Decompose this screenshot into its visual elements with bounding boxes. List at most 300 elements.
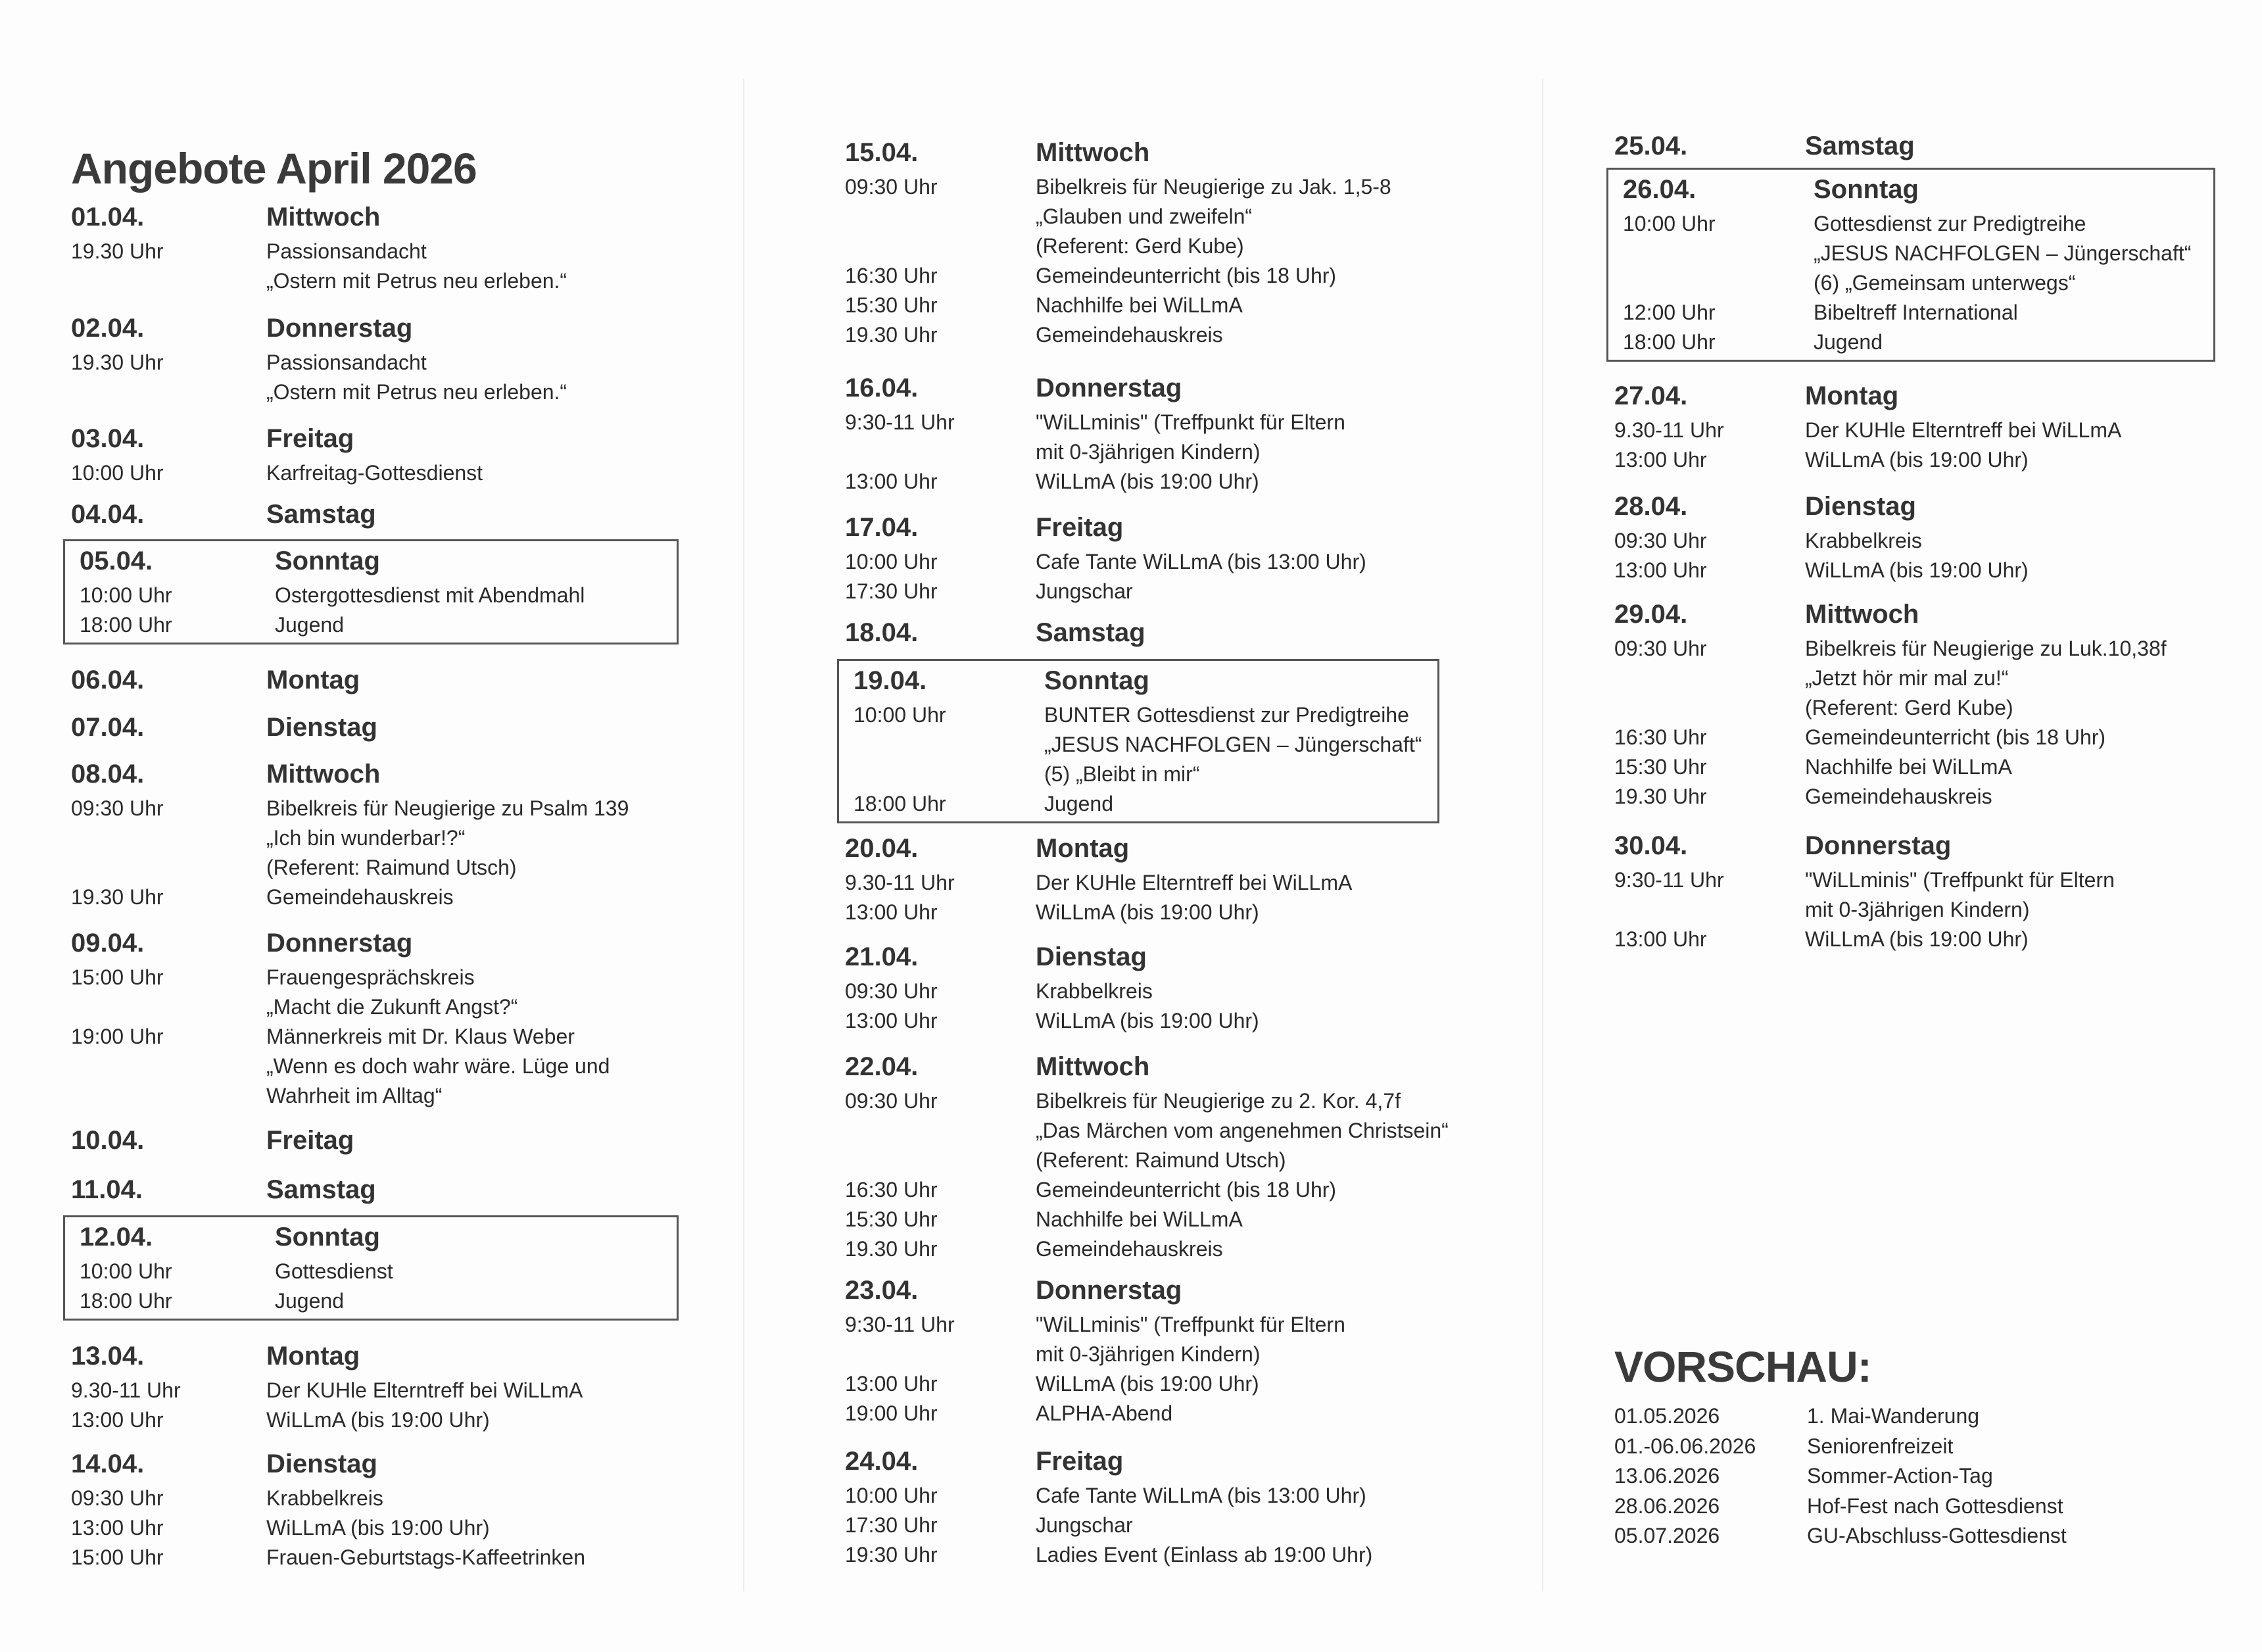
event-description: [1036, 1310, 1345, 1369]
event-time: 17:30 Uhr: [845, 1513, 938, 1537]
vorschau-date: 05.07.2026: [1614, 1524, 1720, 1547]
event-time: 9:30-11 Uhr: [1614, 868, 1724, 892]
event-row: [1614, 634, 2262, 723]
event-description: [1814, 328, 1883, 357]
event-line: (5) „Bleibt in mir“: [1044, 762, 1200, 786]
event-row: [1614, 723, 2262, 752]
event-line: WiLLmA (bis 19:00 Uhr): [266, 1516, 490, 1540]
event-description: [1036, 1205, 1243, 1234]
event-row: [845, 977, 1503, 1006]
event-line: Krabbelkreis: [1805, 529, 1922, 552]
day-date: 10.04.: [71, 1126, 145, 1155]
day-weekday: Montag: [266, 666, 360, 694]
event-row: [1608, 328, 2213, 357]
event-row: [71, 883, 729, 912]
day-date: 29.04.: [1614, 600, 1688, 629]
event-time: 18:00 Uhr: [80, 1289, 172, 1313]
event-row: [845, 1086, 1503, 1175]
day-header: [71, 424, 729, 458]
day-block: [845, 1276, 1503, 1428]
day-date: 19.04.: [854, 666, 927, 695]
event-line: Passionsandacht: [266, 239, 427, 263]
day-date: 03.04.: [71, 424, 145, 453]
day-weekday: Montag: [266, 1342, 360, 1371]
vorschau-date: 01.05.2026: [1614, 1404, 1720, 1428]
event-description: [1805, 556, 2029, 585]
event-time: 13:00 Uhr: [845, 900, 938, 924]
event-time: 19.30 Uhr: [71, 885, 164, 909]
event-time: 09:30 Uhr: [845, 175, 938, 199]
day-header: [1614, 381, 2262, 416]
event-description: [266, 794, 629, 883]
day-weekday: Freitag: [1036, 513, 1124, 542]
event-row: [845, 1399, 1503, 1428]
day-date: 07.04.: [71, 713, 145, 742]
event-line: Bibelkreis für Neugierige zu Luk.10,38f: [1805, 637, 2167, 660]
event-time: 09:30 Uhr: [845, 1089, 938, 1113]
event-row: [839, 789, 1437, 819]
day-weekday: Samstag: [1036, 618, 1145, 647]
day-weekday: Dienstag: [266, 1449, 377, 1478]
event-time: 15:30 Uhr: [845, 1207, 938, 1231]
day-header: [71, 500, 729, 534]
event-description: [1805, 782, 1992, 812]
day-block: [63, 539, 679, 644]
event-description: [266, 963, 517, 1022]
event-row: [845, 577, 1503, 606]
vorschau-label: 1. Mai-Wanderung: [1807, 1404, 1980, 1428]
event-line: Karfreitag-Gottesdienst: [266, 461, 483, 485]
day-weekday: Montag: [1036, 834, 1130, 863]
event-line: Krabbelkreis: [266, 1486, 383, 1510]
day-header: [71, 1449, 729, 1484]
event-description: [1036, 1369, 1259, 1399]
day-date: 20.04.: [845, 834, 919, 863]
event-description: [1036, 261, 1336, 291]
day-weekday: Montag: [1805, 381, 1899, 410]
event-row: [1608, 298, 2213, 328]
event-description: [275, 610, 344, 640]
event-row: [845, 320, 1503, 350]
event-row: [1614, 782, 2262, 812]
event-row: [71, 1543, 729, 1572]
event-line: Bibelkreis für Neugierige zu Jak. 1,5-8: [1036, 175, 1391, 199]
event-time: 13:00 Uhr: [71, 1516, 164, 1540]
day-header: [71, 1126, 729, 1160]
event-row: [71, 1513, 729, 1543]
event-line: mit 0-3jährigen Kindern): [1036, 1342, 1261, 1366]
day-block: [845, 513, 1503, 606]
fold-line-left: [743, 79, 744, 1591]
day-header: [1614, 492, 2262, 526]
event-row: [845, 1481, 1503, 1511]
day-block: [71, 500, 729, 534]
event-description: [1805, 865, 2115, 925]
event-description: [266, 458, 483, 488]
event-row: [845, 1006, 1503, 1036]
event-time: 9.30-11 Uhr: [1614, 418, 1724, 442]
event-row: [1614, 925, 2262, 954]
event-line: Jugend: [1814, 330, 1883, 354]
event-time: 16:30 Uhr: [845, 1178, 938, 1202]
day-weekday: Donnerstag: [1805, 831, 1952, 860]
event-line: (Referent: Raimund Utsch): [266, 856, 517, 879]
event-line: „Das Märchen vom angenehmen Christsein“: [1036, 1119, 1449, 1142]
event-row: [845, 1310, 1503, 1369]
event-time: 19.30 Uhr: [71, 239, 164, 263]
event-row: [845, 1234, 1503, 1264]
event-description: [1036, 1175, 1336, 1205]
event-line: „Ostern mit Petrus neu erleben.“: [266, 380, 567, 404]
event-time: 9:30-11 Uhr: [845, 410, 955, 434]
event-row: [71, 1376, 729, 1405]
event-description: [1805, 752, 2012, 782]
event-row: [65, 1257, 677, 1286]
event-line: Jungschar: [1036, 1513, 1133, 1537]
event-row: [1614, 556, 2262, 585]
day-weekday: Mittwoch: [1036, 1052, 1150, 1081]
day-block: [1614, 492, 2262, 585]
day-header: [71, 666, 729, 700]
day-block: [63, 1215, 679, 1321]
day-weekday: Sonntag: [1044, 666, 1149, 695]
event-time: 15:00 Uhr: [71, 965, 164, 989]
event-description: [1036, 1481, 1366, 1511]
day-header: [71, 1342, 729, 1376]
event-description: [1036, 1399, 1172, 1428]
event-time: 09:30 Uhr: [1614, 637, 1707, 660]
day-date: 12.04.: [80, 1223, 153, 1251]
day-date: 22.04.: [845, 1052, 919, 1081]
day-weekday: Mittwoch: [1805, 600, 1919, 629]
vorschau-title: VORSCHAU:: [1614, 1342, 1871, 1391]
event-line: mit 0-3jährigen Kindern): [1805, 898, 2030, 921]
event-time: 19:00 Uhr: [845, 1401, 938, 1425]
day-block: [71, 929, 729, 1111]
day-date: 13.04.: [71, 1342, 145, 1371]
event-line: Nachhilfe bei WiLLmA: [1036, 1207, 1243, 1231]
day-weekday: Dienstag: [1036, 942, 1147, 971]
event-row: [845, 408, 1503, 467]
event-time: 9:30-11 Uhr: [845, 1313, 955, 1336]
day-header: [1614, 132, 2262, 166]
day-date: 23.04.: [845, 1276, 919, 1305]
event-row: [845, 261, 1503, 291]
event-line: WiLLmA (bis 19:00 Uhr): [1036, 1372, 1259, 1396]
day-weekday: Sonntag: [1814, 175, 1919, 204]
vorschau-date: 28.06.2026: [1614, 1494, 1720, 1518]
event-line: Männerkreis mit Dr. Klaus Weber: [266, 1025, 575, 1048]
event-row: [845, 1369, 1503, 1399]
event-line: „Jetzt hör mir mal zu!“: [1805, 666, 2009, 690]
day-weekday: Samstag: [266, 500, 376, 529]
event-time: 13:00 Uhr: [1614, 927, 1707, 951]
event-description: [1805, 634, 2167, 723]
event-line: Der KUHle Elterntreff bei WiLLmA: [266, 1378, 583, 1402]
event-time: 19:30 Uhr: [845, 1543, 938, 1567]
event-description: [266, 1405, 490, 1435]
day-date: 30.04.: [1614, 831, 1688, 860]
event-line: Gemeindehauskreis: [266, 885, 454, 909]
event-description: [1805, 925, 2029, 954]
vorschau-date: 13.06.2026: [1614, 1464, 1720, 1488]
event-line: Der KUHle Elterntreff bei WiLLmA: [1805, 418, 2122, 442]
day-date: 09.04.: [71, 929, 145, 958]
day-header: [845, 513, 1503, 547]
day-date: 17.04.: [845, 513, 919, 542]
day-block: [845, 374, 1503, 497]
event-line: „JESUS NACHFOLGEN – Jüngerschaft“: [1044, 733, 1422, 756]
event-time: 13:00 Uhr: [845, 1372, 938, 1396]
day-block: [845, 942, 1503, 1036]
event-line: Gemeindehauskreis: [1036, 1237, 1223, 1261]
event-description: [1036, 898, 1259, 927]
day-block: [71, 1449, 729, 1572]
event-time: 13:00 Uhr: [71, 1408, 164, 1432]
event-time: 18:00 Uhr: [854, 792, 946, 815]
event-row: [1614, 416, 2262, 445]
event-line: (6) „Gemeinsam unterwegs“: [1814, 271, 2076, 295]
event-row: [1608, 209, 2213, 298]
event-description: [1044, 700, 1422, 789]
event-line: Jugend: [275, 613, 344, 637]
event-description: [1036, 868, 1352, 898]
event-row: [839, 700, 1437, 789]
day-header: [1614, 831, 2262, 865]
event-line: (Referent: Raimund Utsch): [1036, 1148, 1286, 1172]
day-weekday: Samstag: [1805, 132, 1915, 160]
day-header: [1614, 600, 2262, 634]
event-line: „JESUS NACHFOLGEN – Jüngerschaft“: [1814, 241, 2192, 265]
day-block: [1606, 168, 2215, 362]
day-header: [845, 1447, 1503, 1481]
day-date: 25.04.: [1614, 132, 1688, 160]
event-description: [275, 1286, 344, 1316]
event-line: Passionsandacht: [266, 351, 427, 374]
page-title: Angebote April 2026: [71, 144, 477, 193]
event-line: Ostergottesdienst mit Abendmahl: [275, 583, 585, 607]
day-date: 04.04.: [71, 500, 145, 529]
day-block: [845, 618, 1503, 652]
event-line: WiLLmA (bis 19:00 Uhr): [266, 1408, 490, 1432]
event-line: Jungschar: [1036, 579, 1133, 603]
event-line: Bibelkreis für Neugierige zu 2. Kor. 4,7f: [1036, 1089, 1401, 1113]
event-description: [1036, 577, 1133, 606]
event-line: Krabbelkreis: [1036, 979, 1153, 1003]
event-line: Gemeindehauskreis: [1805, 785, 1992, 808]
event-description: [266, 1484, 383, 1513]
day-weekday: Freitag: [266, 424, 354, 453]
event-description: [1805, 445, 2029, 475]
day-header: [71, 314, 729, 348]
day-date: 01.04.: [71, 203, 145, 231]
event-line: "WiLLminis" (Treffpunkt für Eltern: [1036, 1313, 1345, 1336]
event-line: (Referent: Gerd Kube): [1036, 234, 1244, 258]
day-date: 26.04.: [1623, 175, 1696, 204]
event-time: 13:00 Uhr: [1614, 448, 1707, 472]
event-line: (Referent: Gerd Kube): [1805, 696, 2013, 719]
event-description: [1036, 320, 1223, 350]
event-row: [71, 1484, 729, 1513]
event-line: Gemeindehauskreis: [1036, 323, 1223, 347]
event-time: 10:00 Uhr: [854, 703, 946, 727]
event-line: Der KUHle Elterntreff bei WiLLmA: [1036, 871, 1353, 894]
event-line: WiLLmA (bis 19:00 Uhr): [1036, 900, 1259, 924]
event-row: [71, 963, 729, 1022]
event-line: Nachhilfe bei WiLLmA: [1036, 293, 1243, 317]
event-time: 16:30 Uhr: [845, 264, 938, 287]
event-row: [71, 458, 729, 488]
event-time: 19.30 Uhr: [845, 1237, 938, 1261]
event-time: 10:00 Uhr: [845, 1484, 938, 1507]
event-time: 19:00 Uhr: [71, 1025, 164, 1048]
day-header: [65, 547, 677, 581]
event-row: [1614, 752, 2262, 782]
event-line: Gottesdienst: [275, 1259, 393, 1283]
day-date: 08.04.: [71, 760, 145, 789]
event-line: Ladies Event (Einlass ab 19:00 Uhr): [1036, 1543, 1373, 1567]
event-description: [266, 1376, 583, 1405]
event-time: 13:00 Uhr: [845, 1009, 938, 1032]
event-line: Cafe Tante WiLLmA (bis 13:00 Uhr): [1036, 1484, 1366, 1507]
day-block: [71, 760, 729, 912]
event-time: 9.30-11 Uhr: [71, 1378, 181, 1402]
day-weekday: Sonntag: [275, 1223, 380, 1251]
event-description: [1805, 723, 2106, 752]
event-line: „Ich bin wunderbar!?“: [266, 826, 466, 850]
event-row: [1614, 445, 2262, 475]
event-line: Jugend: [275, 1289, 344, 1313]
event-line: WiLLmA (bis 19:00 Uhr): [1805, 448, 2029, 472]
event-row: [65, 610, 677, 640]
day-weekday: Freitag: [1036, 1447, 1124, 1476]
day-block: [837, 659, 1439, 823]
event-time: 15:00 Uhr: [71, 1545, 164, 1569]
event-row: [845, 1511, 1503, 1540]
event-description: [1036, 467, 1259, 497]
event-line: „Wenn es doch wahr wäre. Lüge und: [266, 1054, 610, 1078]
event-row: [71, 1405, 729, 1435]
day-header: [71, 760, 729, 794]
day-header: [1608, 175, 2213, 209]
day-date: 21.04.: [845, 942, 919, 971]
day-block: [1614, 381, 2262, 475]
event-row: [845, 1205, 1503, 1234]
event-line: Cafe Tante WiLLmA (bis 13:00 Uhr): [1036, 550, 1366, 573]
event-line: Wahrheit im Alltag“: [266, 1084, 443, 1107]
event-description: [1814, 209, 2191, 298]
event-time: 10:00 Uhr: [1623, 212, 1716, 235]
day-block: [71, 1342, 729, 1435]
day-header: [839, 666, 1437, 700]
day-header: [845, 1276, 1503, 1310]
event-line: Jugend: [1044, 792, 1113, 815]
day-date: 24.04.: [845, 1447, 919, 1476]
event-row: [71, 237, 729, 296]
event-row: [71, 1022, 729, 1111]
event-row: [845, 868, 1503, 898]
day-block: [71, 424, 729, 488]
day-weekday: Sonntag: [275, 547, 380, 575]
day-header: [71, 929, 729, 963]
event-description: [266, 1543, 585, 1572]
event-line: Gemeindeunterricht (bis 18 Uhr): [1036, 264, 1337, 287]
event-description: [266, 883, 454, 912]
day-weekday: Donnerstag: [1036, 374, 1182, 402]
event-line: Frauengesprächskreis: [266, 965, 475, 989]
event-line: Frauen-Geburtstags-Kaffeetrinken: [266, 1545, 585, 1569]
day-weekday: Samstag: [266, 1175, 376, 1204]
event-time: 15:30 Uhr: [1614, 755, 1707, 779]
event-time: 19.30 Uhr: [71, 351, 164, 374]
event-time: 16:30 Uhr: [1614, 725, 1707, 749]
event-line: Gottesdienst zur Predigtreihe: [1814, 212, 2086, 235]
day-block: [1614, 132, 2262, 166]
day-block: [71, 666, 729, 700]
event-description: [1036, 408, 1345, 467]
day-header: [845, 834, 1503, 868]
event-time: 12:00 Uhr: [1623, 301, 1716, 324]
day-weekday: Donnerstag: [266, 929, 413, 958]
day-header: [845, 618, 1503, 652]
day-block: [1614, 600, 2262, 812]
event-description: [1036, 1511, 1133, 1540]
event-line: „Ostern mit Petrus neu erleben.“: [266, 269, 567, 293]
event-description: [1036, 1234, 1223, 1264]
event-description: [1805, 526, 1922, 556]
day-weekday: Dienstag: [266, 713, 377, 742]
event-line: Bibelkreis für Neugierige zu Psalm 139: [266, 796, 629, 820]
event-time: 09:30 Uhr: [1614, 529, 1707, 552]
event-description: [1044, 789, 1113, 819]
day-weekday: Donnerstag: [1036, 1276, 1182, 1305]
day-date: 14.04.: [71, 1449, 145, 1478]
vorschau-label: Hof-Fest nach Gottesdienst: [1807, 1494, 2063, 1518]
event-line: WiLLmA (bis 19:00 Uhr): [1036, 1009, 1259, 1032]
event-row: [71, 794, 729, 883]
day-date: 18.04.: [845, 618, 919, 647]
event-row: [845, 547, 1503, 577]
event-time: 10:00 Uhr: [80, 1259, 172, 1283]
event-line: WiLLmA (bis 19:00 Uhr): [1036, 470, 1259, 493]
event-description: [1036, 977, 1153, 1006]
event-description: [275, 1257, 393, 1286]
event-time: 13:00 Uhr: [1614, 558, 1707, 582]
event-time: 09:30 Uhr: [845, 979, 938, 1003]
day-date: 15.04.: [845, 138, 919, 167]
day-block: [845, 834, 1503, 927]
event-time: 19.30 Uhr: [845, 323, 938, 347]
event-row: [845, 1175, 1503, 1205]
vorschau-date: 01.-06.06.2026: [1614, 1434, 1756, 1458]
event-time: 10:00 Uhr: [845, 550, 938, 573]
event-line: BUNTER Gottesdienst zur Predigtreihe: [1044, 703, 1409, 727]
day-weekday: Mittwoch: [266, 203, 381, 231]
event-description: [1814, 298, 2018, 328]
event-row: [845, 898, 1503, 927]
event-line: WiLLmA (bis 19:00 Uhr): [1805, 558, 2029, 582]
event-time: 19.30 Uhr: [1614, 785, 1707, 808]
event-time: 18:00 Uhr: [1623, 330, 1716, 354]
event-description: [266, 1022, 610, 1111]
event-row: [845, 172, 1503, 261]
vorschau-label: GU-Abschluss-Gottesdienst: [1807, 1524, 2067, 1547]
day-weekday: Freitag: [266, 1126, 354, 1155]
day-block: [71, 203, 729, 296]
day-date: 11.04.: [71, 1175, 143, 1204]
day-block: [845, 1052, 1503, 1264]
day-block: [71, 1126, 729, 1160]
